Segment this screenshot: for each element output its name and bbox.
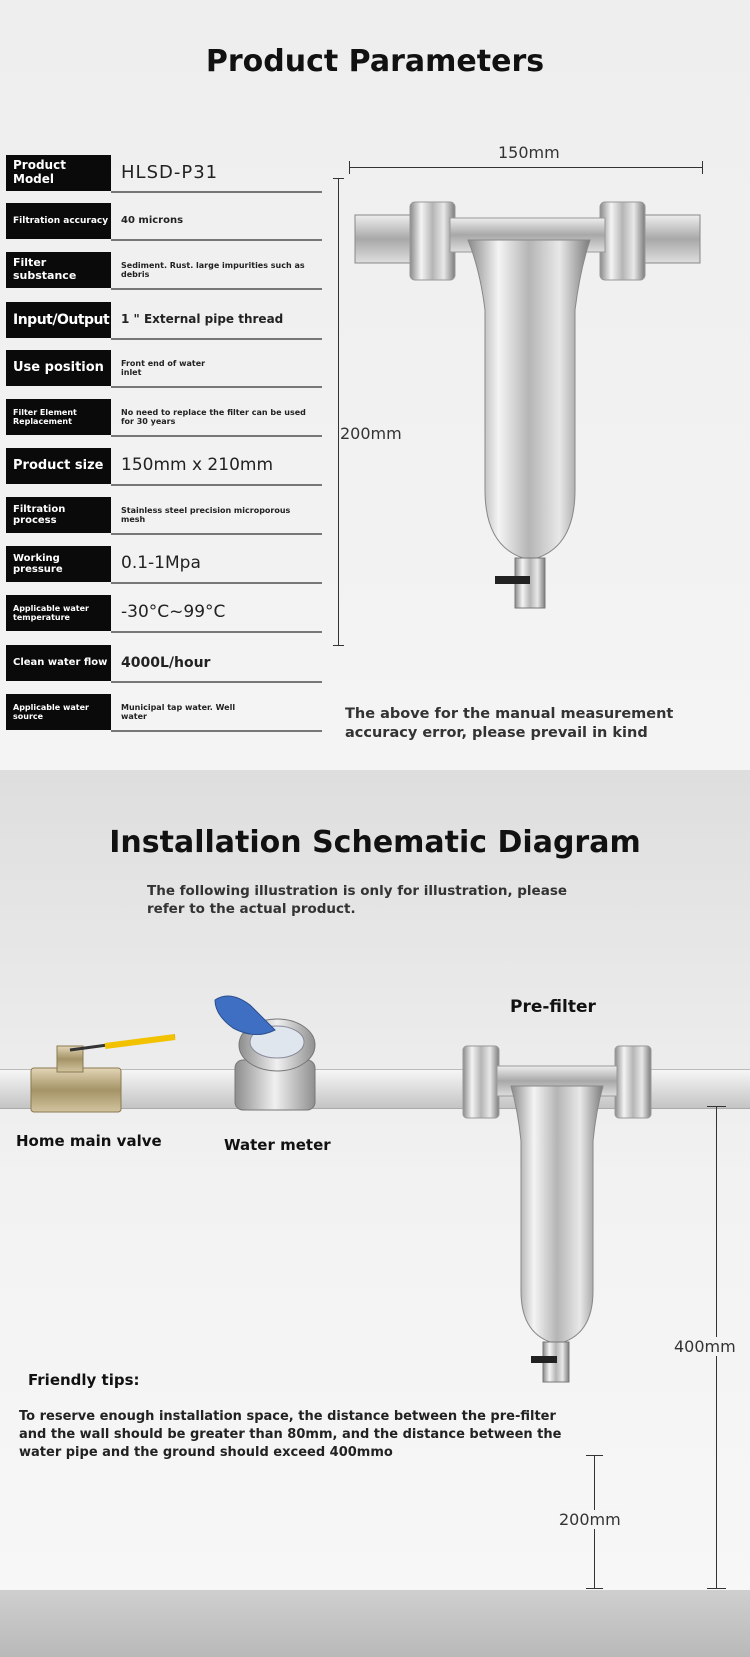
dimension-tick bbox=[333, 178, 344, 179]
param-label: Applicable water source bbox=[6, 694, 111, 730]
dimension-tick bbox=[349, 161, 350, 174]
height-dimension-line bbox=[338, 178, 339, 646]
param-value: Municipal tap water. Well water bbox=[121, 702, 236, 721]
measurement-note: The above for the manual measurement accuracy error, please prevail in kind bbox=[345, 706, 674, 741]
dimension-200-label: 200mm bbox=[559, 1510, 621, 1529]
param-row bbox=[6, 302, 317, 338]
param-label: Filter Element Replacement bbox=[6, 399, 111, 435]
param-row bbox=[6, 645, 317, 681]
dimension-tick bbox=[702, 161, 703, 174]
width-dimension-line bbox=[349, 167, 703, 168]
height-dimension-label: 200mm bbox=[340, 424, 402, 443]
param-value: No need to replace the filter can be used for 30 years bbox=[121, 407, 306, 426]
tips-title: Friendly tips: bbox=[28, 1371, 140, 1389]
param-row bbox=[6, 203, 317, 239]
row-divider bbox=[111, 730, 322, 732]
installation-subtitle: The following illustration is only for illustration, please refer to the actual product. bbox=[147, 883, 568, 918]
main-valve-label: Home main valve bbox=[16, 1132, 162, 1150]
param-row bbox=[6, 399, 317, 435]
param-label: Filtration accuracy bbox=[6, 203, 111, 239]
water-meter-label: Water meter bbox=[224, 1136, 331, 1154]
param-label: Product size bbox=[6, 448, 111, 484]
row-divider bbox=[111, 681, 322, 683]
param-value: Front end of water inlet bbox=[121, 358, 206, 377]
row-divider bbox=[111, 239, 322, 241]
param-row bbox=[6, 252, 317, 288]
width-dimension-label: 150mm bbox=[498, 143, 560, 162]
param-value: 4000L/hour bbox=[121, 654, 211, 671]
param-label: Filtration process bbox=[6, 497, 111, 533]
water-meter-illustration bbox=[205, 990, 335, 1115]
filter-product-illustration bbox=[350, 190, 705, 635]
param-label: Filter substance bbox=[6, 252, 111, 288]
row-divider bbox=[111, 191, 322, 193]
param-row bbox=[6, 350, 317, 386]
dimension-tick bbox=[333, 645, 344, 646]
param-value: Stainless steel precision microporous mesh bbox=[121, 505, 291, 524]
param-row bbox=[6, 546, 317, 582]
param-value: Sediment. Rust. large impurities such as debris bbox=[121, 260, 305, 279]
param-row bbox=[6, 595, 317, 631]
row-divider bbox=[111, 386, 322, 388]
param-value: 150mm x 210mm bbox=[121, 455, 274, 476]
param-label: Applicable water temperature bbox=[6, 595, 111, 631]
param-label: Use position bbox=[6, 350, 111, 386]
param-label: Input/Output bbox=[6, 302, 111, 338]
param-value: 40 microns bbox=[121, 215, 184, 227]
parameters-title: Product Parameters bbox=[205, 44, 545, 79]
row-divider bbox=[111, 288, 322, 290]
param-label: Working pressure bbox=[6, 546, 111, 582]
row-divider bbox=[111, 582, 322, 584]
row-divider bbox=[111, 533, 322, 535]
floor-band bbox=[0, 1590, 750, 1657]
param-row bbox=[6, 448, 317, 484]
param-row bbox=[6, 497, 317, 533]
prefilter-label: Pre-filter bbox=[510, 997, 596, 1017]
param-row bbox=[6, 694, 317, 730]
prefilter-illustration bbox=[463, 1046, 688, 1386]
dimension-tick bbox=[586, 1588, 603, 1589]
tips-text: To reserve enough installation space, the distance between the pre-filter and the wall should be greater than 80mm, and the distance between the water pipe and the ground should exceed 400mmo bbox=[19, 1409, 562, 1460]
param-value: HLSD-P31 bbox=[121, 161, 219, 183]
row-divider bbox=[111, 435, 322, 437]
dimension-tick bbox=[707, 1588, 726, 1589]
param-label: Clean water flow bbox=[6, 645, 111, 681]
row-divider bbox=[111, 484, 322, 486]
param-value: 0.1-1Mpa bbox=[121, 553, 201, 574]
param-value: -30°C~99°C bbox=[121, 602, 226, 623]
param-value: 1 " External pipe thread bbox=[121, 312, 284, 327]
main-valve-illustration bbox=[25, 1028, 185, 1118]
dimension-tick bbox=[707, 1106, 726, 1107]
row-divider bbox=[111, 631, 322, 633]
dimension-400-label: 400mm bbox=[674, 1337, 736, 1356]
param-row bbox=[6, 155, 317, 191]
param-label: Product Model bbox=[6, 155, 111, 191]
dimension-tick bbox=[586, 1455, 603, 1456]
installation-title: Installation Schematic Diagram bbox=[109, 825, 641, 860]
row-divider bbox=[111, 338, 322, 340]
